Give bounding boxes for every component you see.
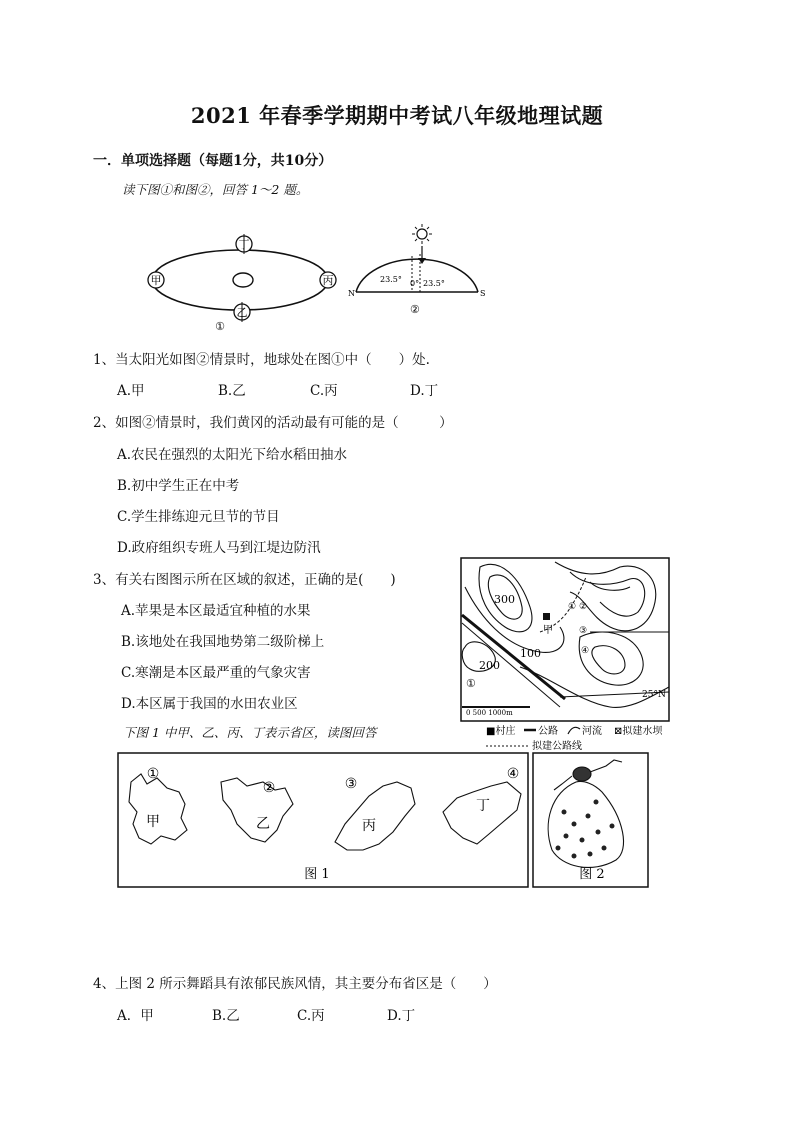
fig1-caption: ①	[215, 320, 225, 333]
legend-road: 公路	[538, 726, 558, 737]
q3-option-a[interactable]: A.苹果是本区最适宜种植的水果	[121, 603, 311, 619]
legend-river: 河流	[582, 726, 602, 737]
question-4-stem: 4、上图 2 所示舞蹈具有浓郁民族风情，其主要分布省区是（ ）	[93, 976, 497, 992]
q2-option-a[interactable]: A.农民在强烈的太阳光下给水稻田抽水	[117, 447, 348, 463]
q3-option-c[interactable]: C.寒潮是本区最严重的气象灾害	[121, 665, 311, 681]
contour-200: 200	[479, 659, 500, 672]
contour-100: 100	[520, 647, 541, 660]
legend-planned-road: 拟建公路线	[532, 741, 582, 752]
intro-text-1: 读下图①和图②，回答 1～2 题。	[122, 182, 309, 197]
page-title: 2021 年春季学期期中考试八年级地理试题	[190, 103, 604, 128]
q4-option-b[interactable]: B.乙	[212, 1008, 240, 1024]
sun-icon	[417, 229, 427, 239]
fig2-caption: ②	[410, 303, 420, 316]
angle-left: 23.5°	[380, 275, 402, 284]
fig1-province-caption: 图 1	[304, 867, 330, 882]
sun-angle-diagram	[340, 222, 490, 318]
marker-1: ①	[568, 602, 577, 612]
north-label: N	[348, 289, 355, 298]
legend-dam: ⊠拟建水坝	[614, 726, 663, 737]
province-num-1: ①	[146, 766, 160, 782]
orbit-label-bottom: 乙	[236, 306, 248, 319]
province-figure	[117, 752, 531, 889]
village-marker	[543, 613, 550, 620]
dance-figure	[532, 752, 650, 889]
orbit-label-left: 甲	[150, 274, 162, 287]
orbit-diagram	[140, 230, 350, 335]
intro-text-2: 下图 1 中甲、乙、丙、丁表示省区，读图回答	[123, 725, 377, 740]
question-3-stem: 3、有关右图图示所在区域的叙述，正确的是( )	[93, 572, 396, 588]
q2-option-d[interactable]: D.政府组织专班人马到江堤边防汛	[117, 540, 321, 556]
q4-option-c[interactable]: C.丙	[297, 1008, 325, 1024]
circle-label: ①	[466, 677, 476, 690]
contour-300: 300	[494, 593, 515, 606]
province-num-3: ③	[344, 776, 358, 792]
province-name-1: 甲	[146, 814, 160, 830]
marker-2: ②	[579, 602, 588, 612]
q1-option-b[interactable]: B.乙	[218, 383, 246, 399]
province-name-4: 丁	[476, 798, 490, 814]
contour-map	[460, 557, 672, 757]
sun-ellipse	[233, 273, 253, 287]
south-label: S	[480, 289, 486, 298]
latitude-label: 25°N	[642, 690, 666, 700]
q3-option-b[interactable]: B.该地处在我国地势第二级阶梯上	[121, 634, 325, 650]
q1-option-c[interactable]: C.丙	[310, 383, 338, 399]
q1-option-d[interactable]: D.丁	[410, 383, 439, 399]
q4-option-a[interactable]: A．甲	[117, 1008, 154, 1024]
orbit-label-top: 丁	[238, 238, 250, 251]
dancer-head	[573, 767, 591, 781]
scale-label: 0 500 1000m	[466, 709, 513, 717]
q2-option-c[interactable]: C.学生排练迎元旦节的节目	[117, 509, 280, 525]
marker-4: ④	[581, 646, 590, 656]
question-1-stem: 1、当太阳光如图②情景时，地球处在图①中（ ）处.	[93, 352, 430, 368]
province-num-2: ②	[262, 780, 276, 796]
q3-option-d[interactable]: D.本区属于我国的水田农业区	[121, 696, 298, 712]
q4-option-d[interactable]: D.丁	[387, 1008, 416, 1024]
q2-option-b[interactable]: B.初中学生正在中考	[117, 478, 240, 494]
angle-mid: 0°	[410, 279, 420, 288]
section-heading: 一．单项选择题（每题1分，共10分）	[93, 153, 333, 169]
province-name-3: 丙	[362, 818, 376, 834]
village-label: 甲	[543, 625, 553, 636]
province-name-2: 乙	[256, 816, 270, 832]
province-num-4: ④	[506, 766, 520, 782]
angle-right: 23.5°	[423, 279, 445, 288]
fig2-dance-caption: 图 2	[579, 867, 605, 882]
q1-option-a[interactable]: A.甲	[117, 383, 145, 399]
marker-3: ③	[579, 626, 588, 636]
question-2-stem: 2、如图②情景时，我们黄冈的活动最有可能的是（ ）	[93, 415, 453, 431]
orbit-label-right: 丙	[322, 274, 334, 287]
legend-village: ■村庄	[486, 726, 516, 737]
